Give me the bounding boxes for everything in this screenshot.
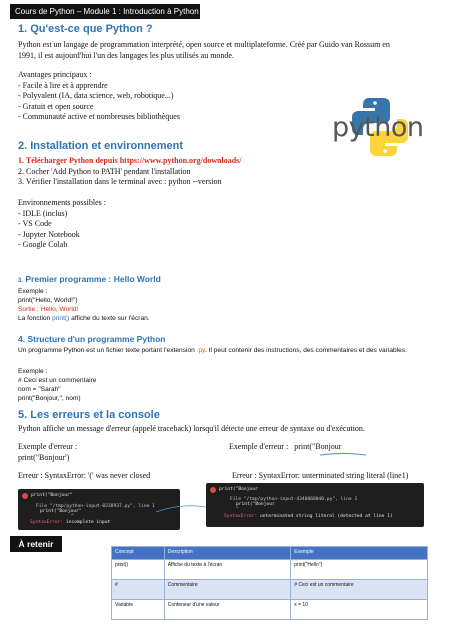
advantages-list [18, 70, 180, 123]
table-cell: # [112, 580, 165, 600]
terminal-right [206, 483, 424, 527]
hello-world-output: Sortie : Hello, World! [18, 306, 79, 313]
advantage-item: - Facile à lire et à apprendre [18, 80, 108, 90]
section-3-number: 3. [18, 278, 24, 284]
section-1-intro-line-1: Python est un langage de programmation interprété, open source et multiplateforme. Créé par Guido van Rossum en [18, 40, 390, 49]
summary-table [111, 546, 428, 620]
python-logo-text: python [332, 112, 424, 143]
environment-item: - IDLE (inclus) [18, 208, 68, 218]
error-dot-icon [22, 493, 28, 499]
error-example-left-code: print("Bonjour') [18, 452, 70, 462]
table-header-cell: Description [164, 547, 291, 560]
retenir-label: À retenir [10, 536, 62, 552]
install-steps [18, 156, 242, 188]
advantage-item: - Communauté active et nombreuses bibliothèques [18, 112, 180, 122]
table-row [112, 580, 428, 600]
section-4-title: 4. Structure d'un programme Python [18, 334, 166, 344]
error-example-left-label: Exemple d'erreur : [18, 442, 78, 451]
environment-item: - Google Colab [18, 240, 68, 250]
terminal-line: print("Bonjour [219, 487, 258, 492]
error-dot-icon [210, 487, 216, 493]
error-left-message: Erreur : SyntaxError: '(' was never closed [18, 471, 151, 480]
error-example-right-code: print("Bonjour [294, 442, 342, 451]
course-header: Cours de Python – Module 1 : Introduction à Python [10, 4, 200, 19]
arrow-annotation [154, 500, 214, 516]
table-cell: Variable [112, 600, 165, 620]
table-cell: # Ceci est un commentaire [291, 580, 428, 600]
terminal-line: ^ [71, 514, 74, 519]
code-line: nom = "Sarah" [18, 386, 61, 393]
section-1-intro-line-2: 1991, il est aujourd'hui l'un des langages les plus utilisés au monde. [18, 50, 234, 60]
terminal-line: print("Bonjour [236, 502, 275, 507]
hello-world-example [18, 287, 150, 323]
table-cell: Commentaire [164, 580, 291, 600]
advantage-item: - Polyvalent (IA, data science, web, robotique...) [18, 91, 174, 101]
terminal-line: SyntaxError: unterminated string literal (detected at line 1) [224, 514, 393, 519]
terminal-line: File "/tmp/python-input-0238937.py", line 1 [36, 504, 155, 509]
install-step-verify: 3. Vérifier l'installation dans le terminal avec : python --version [18, 177, 222, 187]
section-2-title: 2. Installation et environnement [18, 140, 184, 152]
terminal-line: SyntaxError: incomplete input [30, 520, 111, 525]
environments-list [18, 198, 106, 251]
table-row [112, 560, 428, 580]
table-header-cell: Concept [112, 547, 165, 560]
errors-description: Python affiche un message d'erreur (appelé traceback) lorsqu'il détecte une erreur de syntaxe ou d'exécution. [18, 424, 365, 433]
environments-title: Environnements possibles : [18, 198, 106, 207]
section-3-heading [18, 274, 161, 284]
section-3-title: Premier programme : Hello World [25, 274, 161, 284]
code-line: print("Bonjour,", nom) [18, 395, 81, 402]
error-example-left [18, 442, 77, 463]
advantage-item: - Gratuit et open source [18, 101, 94, 111]
table-cell: print("Hello") [291, 560, 428, 580]
print-description: La fonction print() affiche du texte sur l'écran. [18, 315, 150, 322]
install-step-download[interactable]: 1. Télécharger Python depuis https://www.python.org/downloads/ [18, 156, 242, 165]
error-example-right-label: Exemple d'erreur : [229, 442, 289, 451]
python-logo [330, 92, 430, 162]
py-extension: .py [196, 347, 205, 354]
table-row [112, 600, 428, 620]
section-5-title: 5. Les erreurs et la console [18, 409, 160, 421]
environment-item: - VS Code [18, 219, 52, 229]
summary-table-header [112, 547, 428, 560]
terminal-line: ^ [236, 507, 239, 512]
underline-annotation [318, 450, 368, 458]
advantages-title: Avantages principaux : [18, 70, 92, 79]
table-cell: Affiche du texte à l'écran [164, 560, 291, 580]
terminal-line: File "/tmp/python-input-4340068040.py", line 1 [230, 497, 358, 502]
example-label: Exemple : [18, 288, 48, 295]
install-step-path: 2. Cocher 'Add Python to PATH' pendant l'installation [18, 166, 191, 176]
structure-description: Un programme Python est un fichier texte portant l'extension .py. Il peut contenir des instructions, des commentaires et des variables. [18, 347, 407, 354]
table-cell: print() [112, 560, 165, 580]
terminal-line: print("Bonjour" [40, 509, 82, 514]
table-cell: x = 10 [291, 600, 428, 620]
table-header-cell: Exemple [291, 547, 428, 560]
section-1-title: 1. Qu'est-ce que Python ? [18, 23, 153, 35]
environment-item: - Jupyter Notebook [18, 229, 80, 239]
hello-world-code: print("Hello, World!") [18, 297, 78, 304]
table-cell: Conteneur d'une valeur [164, 600, 291, 620]
example-label: Exemple : [18, 368, 48, 375]
code-line: # Ceci est un commentaire [18, 377, 97, 384]
print-function-ref: print() [52, 315, 70, 322]
section-1-intro [18, 40, 458, 61]
error-right-message: Erreur : SyntaxError: unterminated string literal (line1) [232, 471, 409, 480]
structure-example [18, 367, 96, 403]
terminal-line: print("Bonjour" [31, 493, 73, 498]
